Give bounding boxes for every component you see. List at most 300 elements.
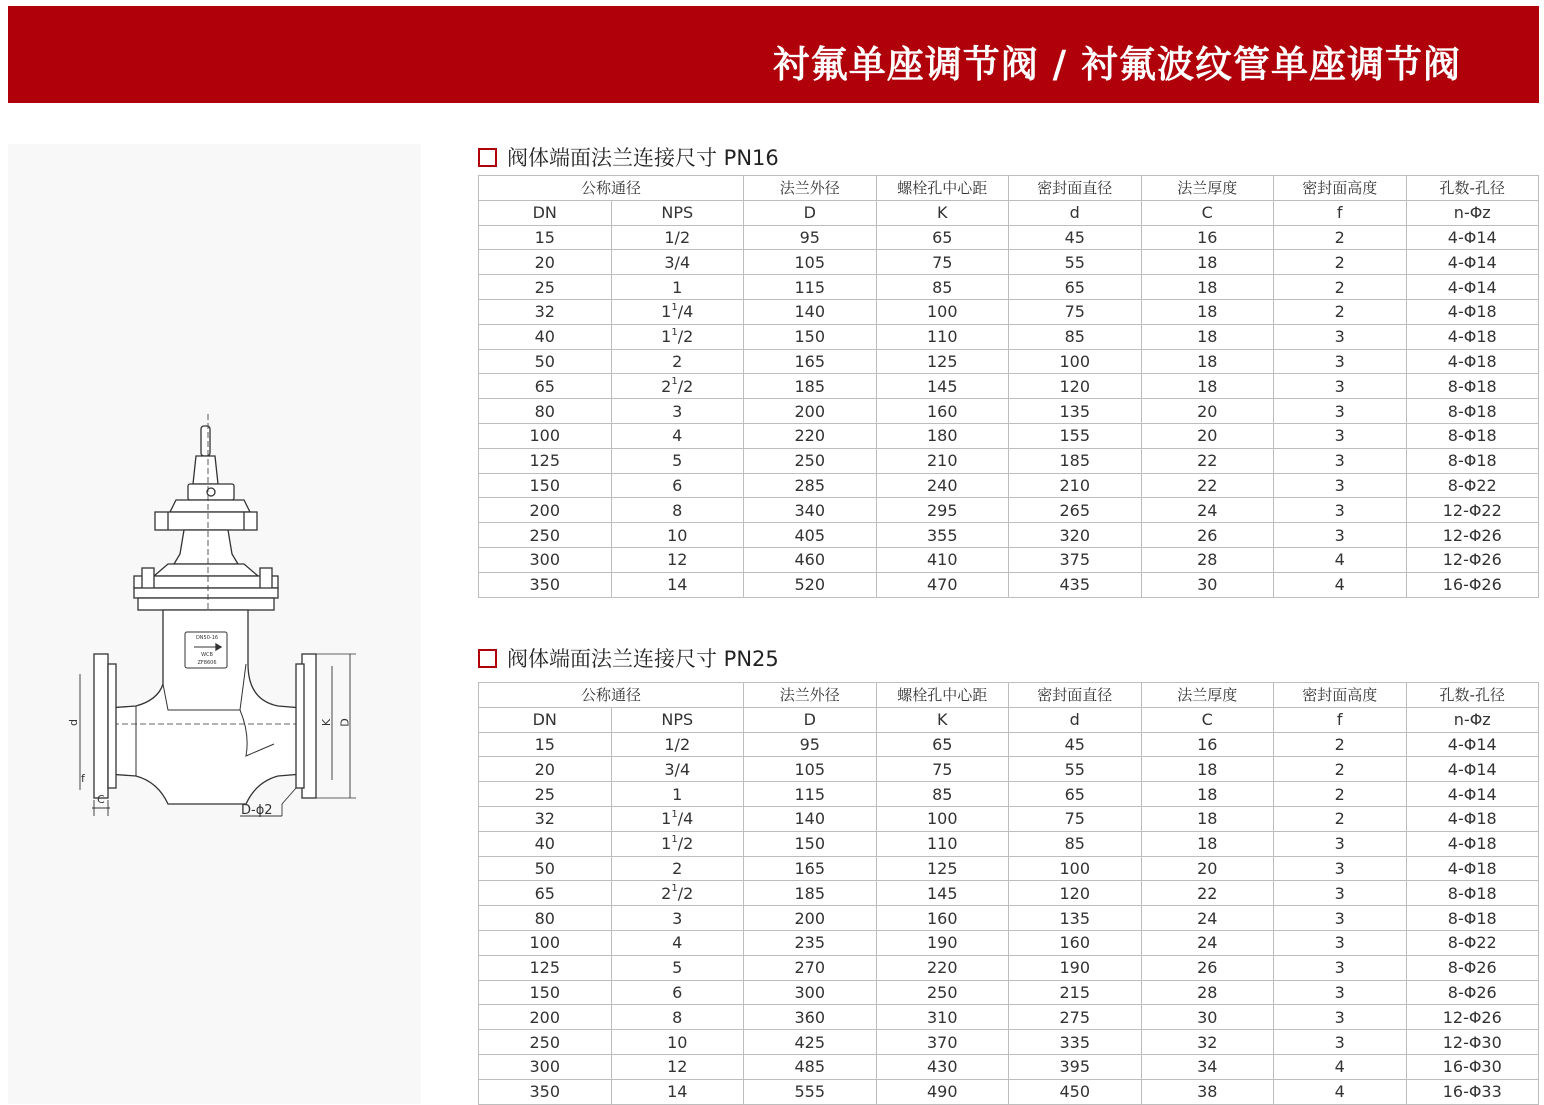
table-cell: 410: [876, 547, 1009, 572]
table-cell: 4: [611, 930, 744, 955]
table-cell: 250: [876, 980, 1009, 1005]
table-cell: 5: [611, 955, 744, 980]
table-cell: 150: [744, 831, 877, 856]
table-cell: 26: [1141, 523, 1274, 548]
table-cell: 3: [1274, 1005, 1407, 1030]
table-cell: 16-Φ30: [1406, 1054, 1539, 1079]
dim-label-k: K: [320, 718, 334, 727]
table-row: [479, 980, 1539, 1005]
column-header: f: [1274, 707, 1407, 732]
table-cell: 26: [1141, 955, 1274, 980]
table-cell: 3: [1274, 1030, 1407, 1055]
table-cell: 16-Φ26: [1406, 572, 1539, 597]
column-header: n-Φz: [1406, 707, 1539, 732]
column-header: D: [744, 707, 877, 732]
table-cell: 30: [1141, 1005, 1274, 1030]
table-cell: 460: [744, 547, 877, 572]
table-cell: 4: [1274, 572, 1407, 597]
header-banner: [8, 6, 1539, 103]
table-row: [479, 399, 1539, 424]
table-cell: 85: [876, 275, 1009, 300]
table-cell: 20: [1141, 856, 1274, 881]
table-cell: 32: [479, 299, 612, 324]
table-cell: 18: [1141, 831, 1274, 856]
square-bullet-icon: [478, 148, 497, 167]
table-cell: 4: [1274, 1079, 1407, 1104]
table-row: [479, 448, 1539, 473]
table-cell: 165: [744, 349, 877, 374]
table-cell: 65: [1009, 782, 1142, 807]
table-cell: 5: [611, 448, 744, 473]
table-cell: 3/4: [611, 250, 744, 275]
table-cell: 3: [1274, 423, 1407, 448]
table-row: [479, 955, 1539, 980]
table-cell: 135: [1009, 906, 1142, 931]
table-cell: 115: [744, 782, 877, 807]
section-title-pn16: [478, 142, 779, 172]
table-cell: 20: [479, 757, 612, 782]
table-cell: 4: [611, 423, 744, 448]
table-cell: 160: [1009, 930, 1142, 955]
table-cell: 555: [744, 1079, 877, 1104]
table-cell: 65: [1009, 275, 1142, 300]
table-cell: 3: [1274, 881, 1407, 906]
table-cell: 4-Φ14: [1406, 757, 1539, 782]
table-cell: 18: [1141, 782, 1274, 807]
table-cell: 4-Φ18: [1406, 324, 1539, 349]
table-cell: 375: [1009, 547, 1142, 572]
table-cell: 100: [876, 299, 1009, 324]
table-row: [479, 1005, 1539, 1030]
table-cell: 150: [744, 324, 877, 349]
table-cell: 140: [744, 806, 877, 831]
valve-drawing-panel: [8, 144, 421, 1104]
table-cell: 24: [1141, 930, 1274, 955]
table-cell: 4-Φ18: [1406, 856, 1539, 881]
column-group-header: 孔数-孔径: [1406, 683, 1539, 708]
table-cell: 18: [1141, 349, 1274, 374]
table-cell: 12: [611, 547, 744, 572]
table-cell: 200: [744, 399, 877, 424]
column-group-header: 法兰外径: [744, 176, 877, 201]
dim-label-c: C: [97, 793, 105, 806]
table-cell: 155: [1009, 423, 1142, 448]
column-header: K: [876, 707, 1009, 732]
table-cell: 150: [479, 980, 612, 1005]
table-cell: 22: [1141, 881, 1274, 906]
table-row: [479, 498, 1539, 523]
table-row: [479, 324, 1539, 349]
column-header: D: [744, 200, 877, 225]
table-cell: 85: [876, 782, 1009, 807]
table-cell: 105: [744, 757, 877, 782]
table-cell: 8-Φ18: [1406, 448, 1539, 473]
table-cell: $2^1/2$: [611, 881, 744, 906]
table-cell: 3: [1274, 349, 1407, 374]
section-title-pn25: [478, 643, 779, 673]
table-cell: 18: [1141, 757, 1274, 782]
column-group-header: 密封面直径: [1009, 683, 1142, 708]
table-cell: 125: [876, 856, 1009, 881]
table-cell: 14: [611, 1079, 744, 1104]
table-cell: 160: [876, 906, 1009, 931]
table-cell: 4-Φ18: [1406, 299, 1539, 324]
table-cell: 25: [479, 782, 612, 807]
table-cell: 3: [611, 906, 744, 931]
table-cell: 85: [1009, 831, 1142, 856]
table-row: [479, 1030, 1539, 1055]
table-cell: 3: [1274, 831, 1407, 856]
table-cell: 20: [1141, 423, 1274, 448]
column-group-header: 法兰厚度: [1141, 683, 1274, 708]
table-cell: 185: [744, 374, 877, 399]
table-cell: 1/2: [611, 732, 744, 757]
table-cell: 140: [744, 299, 877, 324]
section-title-text: 阀体端面法兰连接尺寸 PN25: [507, 647, 779, 671]
table-cell: 65: [876, 732, 1009, 757]
column-group-header: 公称通径: [479, 683, 744, 708]
table-cell: 200: [479, 498, 612, 523]
table-cell: 105: [744, 250, 877, 275]
table-cell: 55: [1009, 250, 1142, 275]
table-cell: 3: [1274, 324, 1407, 349]
table-cell: 190: [876, 930, 1009, 955]
table-cell: 3: [1274, 980, 1407, 1005]
table-cell: 250: [479, 1030, 612, 1055]
table-cell: $2^1/2$: [611, 374, 744, 399]
table-cell: $1^1/2$: [611, 831, 744, 856]
table-cell: 22: [1141, 473, 1274, 498]
table-cell: 2: [1274, 299, 1407, 324]
table-cell: 300: [479, 1054, 612, 1079]
table-cell: 24: [1141, 906, 1274, 931]
table-cell: 75: [1009, 806, 1142, 831]
table-cell: 265: [1009, 498, 1142, 523]
table-cell: 275: [1009, 1005, 1142, 1030]
table-cell: 125: [479, 448, 612, 473]
table-cell: 45: [1009, 225, 1142, 250]
table-cell: 12-Φ26: [1406, 1005, 1539, 1030]
column-header: NPS: [611, 707, 744, 732]
table-cell: 470: [876, 572, 1009, 597]
table-cell: 360: [744, 1005, 877, 1030]
table-cell: 95: [744, 732, 877, 757]
table-cell: $1^1/4$: [611, 299, 744, 324]
table-cell: 425: [744, 1030, 877, 1055]
table-row: [479, 250, 1539, 275]
table-cell: 100: [479, 423, 612, 448]
table-cell: 3: [1274, 856, 1407, 881]
table-cell: 6: [611, 980, 744, 1005]
table-cell: 12: [611, 1054, 744, 1079]
table-cell: 395: [1009, 1054, 1142, 1079]
table-cell: 18: [1141, 250, 1274, 275]
table-cell: 25: [479, 275, 612, 300]
table-cell: 80: [479, 399, 612, 424]
dim-label-holes: D-ϕ2: [241, 803, 273, 818]
table-cell: 10: [611, 1030, 744, 1055]
table-cell: 20: [479, 250, 612, 275]
table-row: [479, 906, 1539, 931]
table-cell: 200: [744, 906, 877, 931]
column-group-header: 螺栓孔中心距: [876, 176, 1009, 201]
table-cell: 300: [479, 547, 612, 572]
table-cell: 24: [1141, 498, 1274, 523]
table-cell: 40: [479, 831, 612, 856]
table-cell: 34: [1141, 1054, 1274, 1079]
table-cell: 110: [876, 831, 1009, 856]
table-cell: 120: [1009, 374, 1142, 399]
table-cell: 14: [611, 572, 744, 597]
table-cell: 450: [1009, 1079, 1142, 1104]
table-cell: 8-Φ18: [1406, 374, 1539, 399]
table-cell: 16: [1141, 732, 1274, 757]
table-cell: 4-Φ14: [1406, 250, 1539, 275]
column-group-header: 螺栓孔中心距: [876, 683, 1009, 708]
table-cell: 75: [1009, 299, 1142, 324]
table-cell: 250: [479, 523, 612, 548]
table-cell: 100: [1009, 856, 1142, 881]
dim-label-f: f: [81, 772, 85, 785]
table-cell: 18: [1141, 324, 1274, 349]
table-cell: 185: [1009, 448, 1142, 473]
table-row: [479, 349, 1539, 374]
table-row: [479, 423, 1539, 448]
table-cell: 145: [876, 881, 1009, 906]
table-row: [479, 856, 1539, 881]
column-group-header: 法兰外径: [744, 683, 877, 708]
table-cell: 120: [1009, 881, 1142, 906]
table-cell: 85: [1009, 324, 1142, 349]
table-cell: 55: [1009, 757, 1142, 782]
column-group-header: 密封面直径: [1009, 176, 1142, 201]
table-cell: 40: [479, 324, 612, 349]
table-row: [479, 547, 1539, 572]
table-cell: 2: [1274, 732, 1407, 757]
table-cell: 95: [744, 225, 877, 250]
table-row: [479, 225, 1539, 250]
table-subheader-row: [479, 200, 1539, 225]
table-cell: 490: [876, 1079, 1009, 1104]
table-cell: 2: [611, 856, 744, 881]
table-header-row: [479, 176, 1539, 201]
table-cell: 100: [479, 930, 612, 955]
table-cell: 4-Φ18: [1406, 806, 1539, 831]
table-cell: 285: [744, 473, 877, 498]
column-group-header: 密封面高度: [1274, 176, 1407, 201]
table-row: [479, 299, 1539, 324]
table-cell: 165: [744, 856, 877, 881]
square-bullet-icon: [478, 649, 497, 668]
table-cell: 3/4: [611, 757, 744, 782]
table-cell: 350: [479, 1079, 612, 1104]
table-row: [479, 374, 1539, 399]
table-cell: 16: [1141, 225, 1274, 250]
table-cell: 235: [744, 930, 877, 955]
column-header: NPS: [611, 200, 744, 225]
table-row: [479, 782, 1539, 807]
table-cell: 50: [479, 856, 612, 881]
table-cell: 65: [876, 225, 1009, 250]
table-cell: 370: [876, 1030, 1009, 1055]
table-cell: 28: [1141, 547, 1274, 572]
table-cell: 135: [1009, 399, 1142, 424]
nameplate-line: WCB: [201, 652, 213, 658]
table-cell: 240: [876, 473, 1009, 498]
nameplate-line: ZF8606: [197, 660, 217, 666]
table-cell: 32: [1141, 1030, 1274, 1055]
table-cell: 2: [1274, 806, 1407, 831]
column-header: C: [1141, 707, 1274, 732]
column-group-header: 孔数-孔径: [1406, 176, 1539, 201]
table-cell: 3: [1274, 399, 1407, 424]
flange-table-pn25: [478, 682, 1539, 1105]
table-row: [479, 831, 1539, 856]
table-cell: 320: [1009, 523, 1142, 548]
table-cell: 150: [479, 473, 612, 498]
table-cell: 200: [479, 1005, 612, 1030]
table-cell: 3: [1274, 498, 1407, 523]
table-cell: 12-Φ26: [1406, 547, 1539, 572]
table-header-row: [479, 683, 1539, 708]
table-cell: 210: [1009, 473, 1142, 498]
table-cell: 115: [744, 275, 877, 300]
column-header: d: [1009, 200, 1142, 225]
table-cell: 100: [876, 806, 1009, 831]
table-cell: 8-Φ22: [1406, 473, 1539, 498]
table-cell: 215: [1009, 980, 1142, 1005]
table-cell: 45: [1009, 732, 1142, 757]
table-row: [479, 1079, 1539, 1104]
table-cell: 8: [611, 498, 744, 523]
table-cell: 8-Φ18: [1406, 423, 1539, 448]
table-cell: 80: [479, 906, 612, 931]
nameplate-line: DN50-16: [195, 635, 219, 641]
column-header: DN: [479, 200, 612, 225]
table-cell: 4-Φ14: [1406, 732, 1539, 757]
table-cell: 8: [611, 1005, 744, 1030]
table-cell: 12-Φ22: [1406, 498, 1539, 523]
column-group-header: 法兰厚度: [1141, 176, 1274, 201]
table-cell: $1^1/4$: [611, 806, 744, 831]
table-cell: 15: [479, 225, 612, 250]
table-cell: 15: [479, 732, 612, 757]
table-cell: 100: [1009, 349, 1142, 374]
table-cell: 160: [876, 399, 1009, 424]
table-row: [479, 806, 1539, 831]
table-cell: 310: [876, 1005, 1009, 1030]
table-cell: 18: [1141, 806, 1274, 831]
table-cell: 3: [1274, 523, 1407, 548]
table-cell: 335: [1009, 1030, 1142, 1055]
table-cell: 18: [1141, 374, 1274, 399]
table-cell: 4-Φ18: [1406, 831, 1539, 856]
table-cell: 340: [744, 498, 877, 523]
table-cell: 435: [1009, 572, 1142, 597]
table-cell: 3: [1274, 906, 1407, 931]
table-cell: 295: [876, 498, 1009, 523]
table-cell: 38: [1141, 1079, 1274, 1104]
table-cell: 8-Φ18: [1406, 881, 1539, 906]
table-cell: 4: [1274, 1054, 1407, 1079]
table-cell: 4-Φ14: [1406, 782, 1539, 807]
table-cell: 2: [611, 349, 744, 374]
table-cell: 16-Φ33: [1406, 1079, 1539, 1104]
table-cell: 8-Φ26: [1406, 955, 1539, 980]
table-cell: 520: [744, 572, 877, 597]
nameplate-text: [188, 634, 226, 667]
table-row: [479, 881, 1539, 906]
table-cell: 18: [1141, 275, 1274, 300]
table-cell: 3: [611, 399, 744, 424]
table-cell: 4-Φ18: [1406, 349, 1539, 374]
section-title-text: 阀体端面法兰连接尺寸 PN16: [507, 146, 779, 170]
table-cell: 180: [876, 423, 1009, 448]
flange-table-pn16: [478, 175, 1539, 598]
table-row: [479, 732, 1539, 757]
table-cell: 10: [611, 523, 744, 548]
table-cell: 2: [1274, 757, 1407, 782]
table-cell: 355: [876, 523, 1009, 548]
column-header: DN: [479, 707, 612, 732]
table-cell: 75: [876, 757, 1009, 782]
table-cell: 3: [1274, 448, 1407, 473]
table-cell: $1^1/2$: [611, 324, 744, 349]
table-cell: 22: [1141, 448, 1274, 473]
column-group-header: 密封面高度: [1274, 683, 1407, 708]
table-cell: 12-Φ30: [1406, 1030, 1539, 1055]
table-cell: 75: [876, 250, 1009, 275]
dim-label-d: d: [66, 719, 80, 726]
page-title: 衬氟单座调节阀 / 衬氟波纹管单座调节阀: [772, 43, 1461, 86]
table-row: [479, 275, 1539, 300]
table-cell: 65: [479, 374, 612, 399]
table-cell: 270: [744, 955, 877, 980]
table-row: [479, 572, 1539, 597]
table-cell: 3: [1274, 374, 1407, 399]
table-cell: 1: [611, 782, 744, 807]
table-cell: 65: [479, 881, 612, 906]
table-row: [479, 930, 1539, 955]
table-cell: 430: [876, 1054, 1009, 1079]
column-header: C: [1141, 200, 1274, 225]
table-cell: 1/2: [611, 225, 744, 250]
table-cell: 30: [1141, 572, 1274, 597]
table-cell: 4-Φ14: [1406, 275, 1539, 300]
table-subheader-row: [479, 707, 1539, 732]
dim-label-D: D: [338, 718, 352, 727]
table-cell: 1: [611, 275, 744, 300]
table-cell: 3: [1274, 955, 1407, 980]
table-cell: 3: [1274, 473, 1407, 498]
valve-drawing: [8, 144, 421, 1104]
table-cell: 210: [876, 448, 1009, 473]
table-cell: 20: [1141, 399, 1274, 424]
column-header: d: [1009, 707, 1142, 732]
table-cell: 18: [1141, 299, 1274, 324]
table-cell: 8-Φ18: [1406, 399, 1539, 424]
table-cell: 2: [1274, 275, 1407, 300]
table-cell: 220: [876, 955, 1009, 980]
table-cell: 32: [479, 806, 612, 831]
table-cell: 4: [1274, 547, 1407, 572]
table-cell: 50: [479, 349, 612, 374]
table-cell: 28: [1141, 980, 1274, 1005]
table-cell: 3: [1274, 930, 1407, 955]
table-cell: 2: [1274, 250, 1407, 275]
table-cell: 190: [1009, 955, 1142, 980]
column-header: n-Φz: [1406, 200, 1539, 225]
